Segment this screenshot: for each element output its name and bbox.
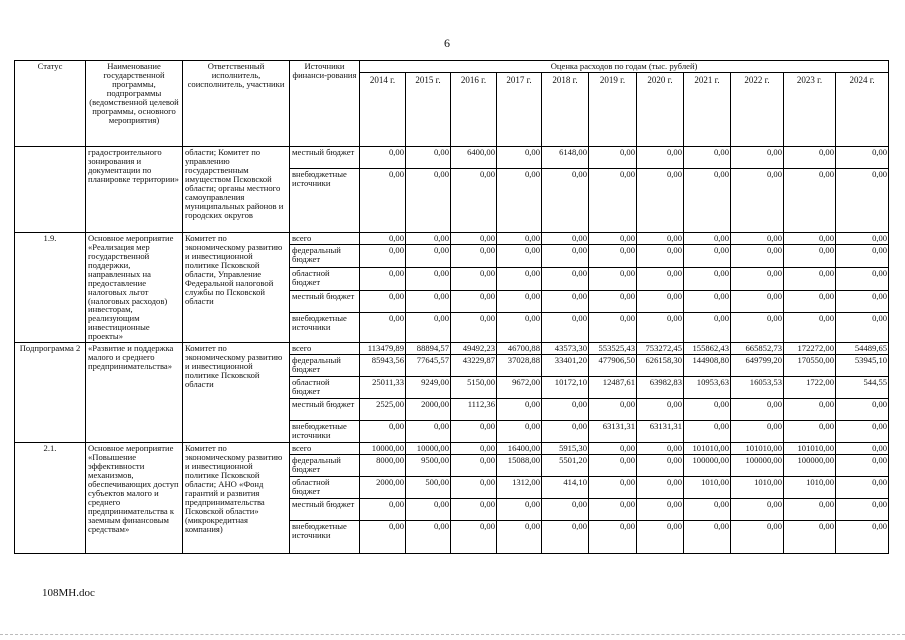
- amount-cell: 0,00: [360, 232, 406, 244]
- amount-cell: 0,00: [451, 455, 497, 477]
- amount-cell: 0,00: [731, 290, 784, 313]
- row-status: 2.1.: [15, 443, 86, 554]
- amount-cell: 0,00: [497, 521, 542, 554]
- amount-cell: 0,00: [637, 499, 684, 521]
- row-program-name: Основное мероприятие «Повышение эффективности механизмов, обеспечивающих доступ субъектов малого и среднего предпринимательства к заемным финансовым средствам»: [86, 443, 183, 554]
- amount-cell: 0,00: [731, 313, 784, 343]
- amount-cell: 43573,30: [542, 343, 589, 355]
- amount-cell: 0,00: [451, 290, 497, 313]
- amount-cell: 0,00: [451, 267, 497, 290]
- row-executor: области; Комитет по управлению государственным имуществом Псковской области; органы местного самоуправления муниципальных районов и городских округов: [183, 146, 290, 232]
- amount-cell: 0,00: [406, 313, 451, 343]
- amount-cell: 15088,00: [497, 455, 542, 477]
- amount-cell: 0,00: [784, 313, 836, 343]
- amount-cell: 0,00: [731, 521, 784, 554]
- row-funding-source: внебюджетные источники: [290, 168, 360, 232]
- amount-cell: 0,00: [497, 168, 542, 232]
- amount-cell: 0,00: [542, 421, 589, 443]
- amount-cell: 753272,45: [637, 343, 684, 355]
- amount-cell: 0,00: [836, 232, 889, 244]
- row-funding-source: федеральный бюджет: [290, 455, 360, 477]
- amount-cell: 172272,00: [784, 343, 836, 355]
- amount-cell: 0,00: [589, 455, 637, 477]
- amount-cell: 0,00: [784, 421, 836, 443]
- amount-cell: 10953,63: [684, 377, 731, 399]
- amount-cell: 101010,00: [784, 443, 836, 455]
- amount-cell: 0,00: [684, 521, 731, 554]
- amount-cell: 0,00: [360, 499, 406, 521]
- amount-cell: 170550,00: [784, 355, 836, 377]
- amount-cell: 0,00: [497, 232, 542, 244]
- amount-cell: 100000,00: [784, 455, 836, 477]
- amount-cell: 0,00: [451, 521, 497, 554]
- amount-cell: 0,00: [406, 232, 451, 244]
- amount-cell: 0,00: [684, 499, 731, 521]
- expenditure-table: [14, 60, 889, 554]
- amount-cell: 6148,00: [542, 146, 589, 168]
- amount-cell: 0,00: [836, 267, 889, 290]
- amount-cell: 0,00: [684, 146, 731, 168]
- amount-cell: 0,00: [784, 146, 836, 168]
- page-number: 6: [444, 36, 450, 50]
- amount-cell: 0,00: [836, 443, 889, 455]
- amount-cell: 0,00: [497, 290, 542, 313]
- amount-cell: 0,00: [589, 267, 637, 290]
- amount-cell: 0,00: [451, 313, 497, 343]
- amount-cell: 0,00: [784, 232, 836, 244]
- amount-cell: 0,00: [497, 421, 542, 443]
- amount-cell: 477906,50: [589, 355, 637, 377]
- row-funding-source: федеральный бюджет: [290, 245, 360, 268]
- row-executor: Комитет по экономическому развитию и инвестиционной политике Псковской области: [183, 343, 290, 443]
- amount-cell: 0,00: [731, 168, 784, 232]
- amount-cell: 0,00: [542, 290, 589, 313]
- amount-cell: 155862,43: [684, 343, 731, 355]
- amount-cell: 0,00: [684, 232, 731, 244]
- amount-cell: 0,00: [684, 267, 731, 290]
- header-year: 2018 г.: [542, 72, 589, 146]
- amount-cell: 113479,89: [360, 343, 406, 355]
- amount-cell: 0,00: [451, 499, 497, 521]
- amount-cell: 0,00: [451, 168, 497, 232]
- amount-cell: 0,00: [542, 521, 589, 554]
- amount-cell: 0,00: [360, 267, 406, 290]
- amount-cell: 6400,00: [451, 146, 497, 168]
- row-funding-source: всего: [290, 232, 360, 244]
- amount-cell: 0,00: [731, 245, 784, 268]
- amount-cell: 2000,00: [406, 399, 451, 421]
- amount-cell: 0,00: [542, 499, 589, 521]
- amount-cell: 0,00: [637, 477, 684, 499]
- amount-cell: 2000,00: [360, 477, 406, 499]
- amount-cell: 0,00: [542, 245, 589, 268]
- amount-cell: 46700,88: [497, 343, 542, 355]
- amount-cell: 0,00: [637, 267, 684, 290]
- amount-cell: 0,00: [451, 245, 497, 268]
- amount-cell: 0,00: [497, 146, 542, 168]
- amount-cell: 0,00: [360, 521, 406, 554]
- row-funding-source: местный бюджет: [290, 399, 360, 421]
- amount-cell: 0,00: [836, 290, 889, 313]
- row-program-name: градостроительного зонирования и документации по планировке территории»: [86, 146, 183, 232]
- row-funding-source: внебюджетные источники: [290, 313, 360, 343]
- amount-cell: 0,00: [542, 399, 589, 421]
- row-status: Подпрограмма 2: [15, 343, 86, 443]
- amount-cell: 0,00: [542, 267, 589, 290]
- amount-cell: 0,00: [684, 290, 731, 313]
- footer-filename: 108МН.doc: [42, 587, 95, 599]
- amount-cell: 414,10: [542, 477, 589, 499]
- row-funding-source: местный бюджет: [290, 146, 360, 168]
- amount-cell: 0,00: [406, 290, 451, 313]
- amount-cell: 0,00: [451, 421, 497, 443]
- table-row: [15, 343, 889, 355]
- amount-cell: 2525,00: [360, 399, 406, 421]
- amount-cell: 101010,00: [731, 443, 784, 455]
- amount-cell: 0,00: [406, 245, 451, 268]
- amount-cell: 0,00: [784, 267, 836, 290]
- amount-cell: 10172,10: [542, 377, 589, 399]
- row-funding-source: областной бюджет: [290, 377, 360, 399]
- amount-cell: 0,00: [784, 245, 836, 268]
- amount-cell: 0,00: [637, 443, 684, 455]
- amount-cell: 0,00: [637, 232, 684, 244]
- amount-cell: 1312,00: [497, 477, 542, 499]
- amount-cell: 0,00: [684, 399, 731, 421]
- amount-cell: 0,00: [589, 168, 637, 232]
- amount-cell: 43229,87: [451, 355, 497, 377]
- amount-cell: 0,00: [360, 168, 406, 232]
- amount-cell: 0,00: [497, 313, 542, 343]
- row-funding-source: внебюджетные источники: [290, 521, 360, 554]
- amount-cell: 0,00: [836, 146, 889, 168]
- amount-cell: 0,00: [451, 443, 497, 455]
- amount-cell: 544,55: [836, 377, 889, 399]
- amount-cell: 0,00: [637, 455, 684, 477]
- amount-cell: 0,00: [589, 290, 637, 313]
- amount-cell: 0,00: [784, 521, 836, 554]
- amount-cell: 0,00: [836, 421, 889, 443]
- amount-cell: 0,00: [731, 499, 784, 521]
- header-year: 2021 г.: [684, 72, 731, 146]
- header-year: 2014 г.: [360, 72, 406, 146]
- amount-cell: 0,00: [836, 313, 889, 343]
- row-funding-source: областной бюджет: [290, 477, 360, 499]
- amount-cell: 649799,20: [731, 355, 784, 377]
- amount-cell: 626158,30: [637, 355, 684, 377]
- amount-cell: 0,00: [836, 477, 889, 499]
- amount-cell: 1010,00: [684, 477, 731, 499]
- row-program-name: Основное мероприятие «Реализация мер государственной поддержки, направленных на предоставление налоговых льгот (налоговых расходов) инвесторам, реализующим инвестиционные проекты»: [86, 232, 183, 342]
- amount-cell: 100000,00: [684, 455, 731, 477]
- amount-cell: 0,00: [836, 399, 889, 421]
- amount-cell: 0,00: [731, 267, 784, 290]
- amount-cell: 85943,56: [360, 355, 406, 377]
- amount-cell: 1010,00: [784, 477, 836, 499]
- amount-cell: 9500,00: [406, 455, 451, 477]
- amount-cell: 0,00: [542, 168, 589, 232]
- amount-cell: 9249,00: [406, 377, 451, 399]
- amount-cell: 37028,88: [497, 355, 542, 377]
- amount-cell: 33401,20: [542, 355, 589, 377]
- header-status: Статус: [15, 61, 86, 147]
- amount-cell: 10000,00: [360, 443, 406, 455]
- amount-cell: 16053,53: [731, 377, 784, 399]
- amount-cell: 0,00: [637, 399, 684, 421]
- row-funding-source: местный бюджет: [290, 499, 360, 521]
- amount-cell: 0,00: [589, 477, 637, 499]
- header-year: 2015 г.: [406, 72, 451, 146]
- amount-cell: 0,00: [589, 245, 637, 268]
- amount-cell: 5150,00: [451, 377, 497, 399]
- amount-cell: 0,00: [542, 313, 589, 343]
- amount-cell: 0,00: [836, 168, 889, 232]
- row-status: [15, 146, 86, 232]
- amount-cell: 0,00: [589, 313, 637, 343]
- amount-cell: 0,00: [637, 168, 684, 232]
- amount-cell: 25011,33: [360, 377, 406, 399]
- amount-cell: 0,00: [836, 455, 889, 477]
- amount-cell: 500,00: [406, 477, 451, 499]
- header-year: 2019 г.: [589, 72, 637, 146]
- amount-cell: 0,00: [637, 146, 684, 168]
- amount-cell: 0,00: [784, 499, 836, 521]
- row-executor: Комитет по экономическому развитию и инвестиционной политике Псковской области, Управление Федеральной налоговой службы по Псковской области: [183, 232, 290, 342]
- header-source: Источники финанси-рования: [290, 61, 360, 147]
- amount-cell: 0,00: [360, 245, 406, 268]
- amount-cell: 8000,00: [360, 455, 406, 477]
- header-year: 2023 г.: [784, 72, 836, 146]
- amount-cell: 0,00: [589, 146, 637, 168]
- row-funding-source: всего: [290, 443, 360, 455]
- amount-cell: 0,00: [360, 290, 406, 313]
- amount-cell: 0,00: [684, 313, 731, 343]
- header-year: 2017 г.: [497, 72, 542, 146]
- row-funding-source: федеральный бюджет: [290, 355, 360, 377]
- amount-cell: 144908,80: [684, 355, 731, 377]
- amount-cell: 553525,43: [589, 343, 637, 355]
- header-executor: Ответственный исполнитель, соисполнитель, участники: [183, 61, 290, 147]
- amount-cell: 0,00: [406, 421, 451, 443]
- amount-cell: 0,00: [360, 146, 406, 168]
- amount-cell: 0,00: [589, 443, 637, 455]
- scan-edge-divider: [0, 634, 905, 635]
- amount-cell: 0,00: [360, 313, 406, 343]
- amount-cell: 0,00: [836, 521, 889, 554]
- amount-cell: 0,00: [497, 267, 542, 290]
- amount-cell: 0,00: [360, 421, 406, 443]
- row-executor: Комитет по экономическому развитию и инвестиционной политике Псковской области; АНО «Фонд гарантий и развития предпринимательства Псковской области» (микрокредитная компания): [183, 443, 290, 554]
- amount-cell: 54489,65: [836, 343, 889, 355]
- amount-cell: 0,00: [836, 245, 889, 268]
- amount-cell: 5915,30: [542, 443, 589, 455]
- row-funding-source: местный бюджет: [290, 290, 360, 313]
- amount-cell: 0,00: [784, 399, 836, 421]
- amount-cell: 0,00: [406, 267, 451, 290]
- amount-cell: 0,00: [731, 146, 784, 168]
- row-funding-source: областной бюджет: [290, 267, 360, 290]
- amount-cell: 0,00: [684, 421, 731, 443]
- amount-cell: 10000,00: [406, 443, 451, 455]
- table-body: [15, 146, 889, 553]
- amount-cell: 53945,10: [836, 355, 889, 377]
- amount-cell: 0,00: [784, 290, 836, 313]
- amount-cell: 0,00: [637, 521, 684, 554]
- amount-cell: 0,00: [406, 168, 451, 232]
- amount-cell: 0,00: [637, 245, 684, 268]
- amount-cell: 0,00: [731, 232, 784, 244]
- amount-cell: 63131,31: [637, 421, 684, 443]
- header-year: 2016 г.: [451, 72, 497, 146]
- row-funding-source: всего: [290, 343, 360, 355]
- amount-cell: 0,00: [406, 521, 451, 554]
- table-row: [15, 146, 889, 168]
- amount-cell: 101010,00: [684, 443, 731, 455]
- header-year: 2022 г.: [731, 72, 784, 146]
- amount-cell: 0,00: [637, 290, 684, 313]
- header-name: Наименование государственной программы, подпрограммы (ведомственной целевой программы, основного мероприятия): [86, 61, 183, 147]
- header-year: 2020 г.: [637, 72, 684, 146]
- amount-cell: 0,00: [451, 477, 497, 499]
- header-estimate: Оценка расходов по годам (тыс. рублей): [360, 61, 889, 73]
- amount-cell: 0,00: [497, 245, 542, 268]
- amount-cell: 0,00: [497, 499, 542, 521]
- amount-cell: 0,00: [684, 168, 731, 232]
- amount-cell: 1010,00: [731, 477, 784, 499]
- amount-cell: 63982,83: [637, 377, 684, 399]
- table-row: [15, 443, 889, 455]
- amount-cell: 88894,57: [406, 343, 451, 355]
- amount-cell: 0,00: [406, 499, 451, 521]
- amount-cell: 49492,23: [451, 343, 497, 355]
- amount-cell: 100000,00: [731, 455, 784, 477]
- amount-cell: 665852,73: [731, 343, 784, 355]
- amount-cell: 0,00: [784, 168, 836, 232]
- amount-cell: 0,00: [497, 399, 542, 421]
- amount-cell: 0,00: [731, 421, 784, 443]
- amount-cell: 63131,31: [589, 421, 637, 443]
- header-year: 2024 г.: [836, 72, 889, 146]
- amount-cell: 0,00: [836, 499, 889, 521]
- amount-cell: 0,00: [684, 245, 731, 268]
- amount-cell: 12487,61: [589, 377, 637, 399]
- amount-cell: 1722,00: [784, 377, 836, 399]
- amount-cell: 5501,20: [542, 455, 589, 477]
- amount-cell: 0,00: [589, 499, 637, 521]
- amount-cell: 0,00: [731, 399, 784, 421]
- amount-cell: 0,00: [451, 232, 497, 244]
- amount-cell: 16400,00: [497, 443, 542, 455]
- amount-cell: 0,00: [542, 232, 589, 244]
- amount-cell: 9672,00: [497, 377, 542, 399]
- amount-cell: 0,00: [589, 399, 637, 421]
- amount-cell: 0,00: [406, 146, 451, 168]
- row-program-name: «Развитие и поддержка малого и среднего предпринимательства»: [86, 343, 183, 443]
- amount-cell: 0,00: [589, 521, 637, 554]
- row-funding-source: внебюджетные источники: [290, 421, 360, 443]
- amount-cell: 1112,36: [451, 399, 497, 421]
- amount-cell: 77645,57: [406, 355, 451, 377]
- table-row: [15, 232, 889, 244]
- amount-cell: 0,00: [637, 313, 684, 343]
- row-status: 1.9.: [15, 232, 86, 342]
- amount-cell: 0,00: [589, 232, 637, 244]
